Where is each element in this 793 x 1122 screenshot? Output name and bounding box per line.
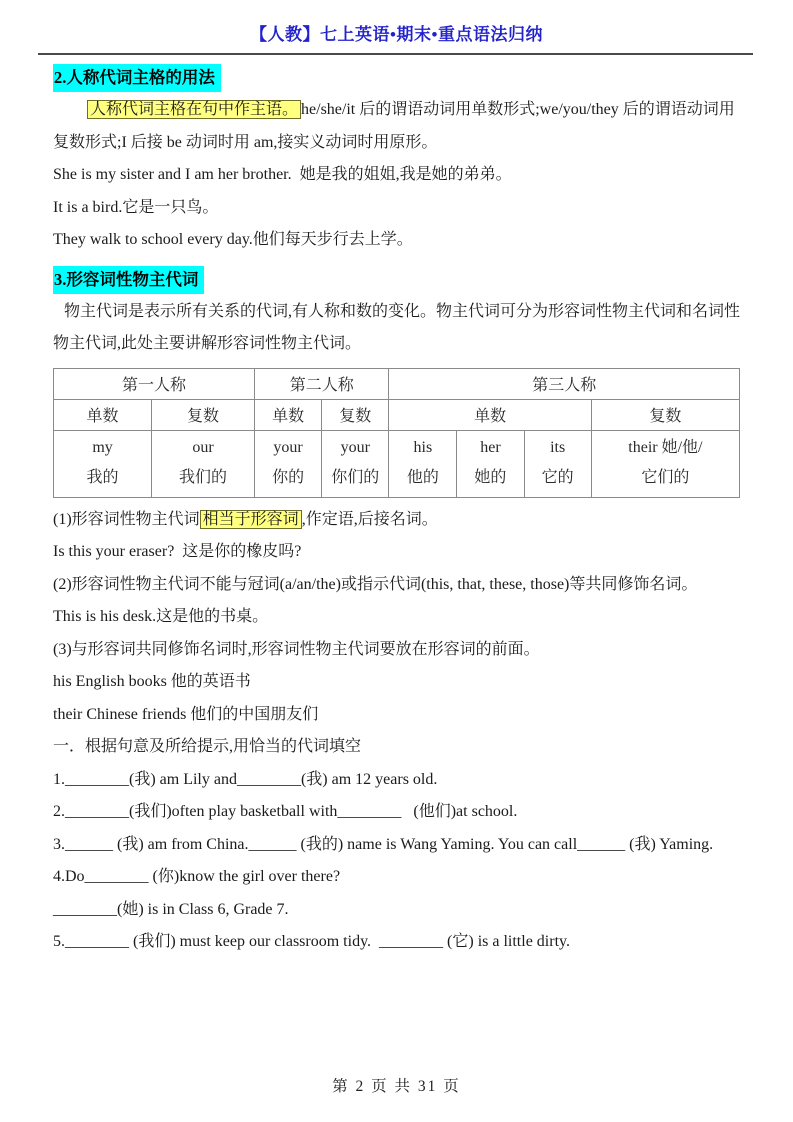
number-header-cell: 单数 bbox=[54, 399, 152, 430]
pronoun-cell: its 它的 bbox=[524, 430, 591, 497]
page-title: 【人教】七上英语•期末•重点语法归纳 bbox=[250, 25, 543, 44]
point-3: (3)与形容词共同修饰名词时,形容词性物主代词要放在形容词的前面。 bbox=[53, 640, 540, 658]
example-sentence: It is a bird.它是一只鸟。 bbox=[53, 198, 219, 216]
exercise-title: 一．根据句意及所给提示,用恰当的代词填空 bbox=[53, 738, 362, 755]
doc-header bbox=[0, 0, 793, 55]
pronoun-table bbox=[53, 368, 740, 498]
section-3-heading bbox=[53, 266, 740, 294]
person-header-cell: 第一人称 bbox=[54, 368, 255, 399]
page-footer bbox=[0, 1074, 793, 1096]
pronoun-cell: their 她/他/ 它们的 bbox=[591, 430, 739, 497]
number-header-cell: 单数 bbox=[254, 399, 321, 430]
exercise-item: 5.________ (我们) must keep our classroom tidy. ________ (它) is a little dirty. bbox=[53, 933, 570, 950]
section-3-intro-line-2: 物主代词,此处主要讲解形容词性物主代词。 bbox=[53, 335, 362, 352]
example-sentence: This is his desk.这是他的书桌。 bbox=[53, 608, 269, 625]
rule-rest-text: he/she/it 后的谓语动词用单数形式;we/you/they 后的谓语动词用 bbox=[301, 101, 735, 118]
example-sentence: their Chinese friends 他们的中国朋友们 bbox=[53, 705, 319, 723]
header-rule bbox=[38, 53, 753, 55]
exercise-item: 4.Do________ (你)know the girl over there? bbox=[53, 868, 341, 885]
section-3-heading-text: 3.形容词性物主代词 bbox=[53, 266, 204, 294]
number-header-cell: 复数 bbox=[591, 399, 739, 430]
doc-content bbox=[0, 64, 793, 959]
number-header-cell: 单数 bbox=[389, 399, 591, 430]
example-sentence: She is my sister and I am her brother. 她是我的姐姐,我是她的弟弟。 bbox=[53, 166, 512, 183]
section-2-heading bbox=[53, 64, 740, 92]
pronoun-cell: her 她的 bbox=[457, 430, 524, 497]
example-sentence: his English books 他的英语书 bbox=[53, 673, 251, 690]
table-row-pronouns bbox=[54, 430, 740, 497]
person-header-cell: 第二人称 bbox=[254, 368, 388, 399]
example-sentence: Is this your eraser? 这是你的橡皮吗? bbox=[53, 543, 302, 560]
pronoun-cell: your 你的 bbox=[254, 430, 321, 497]
number-header-cell: 复数 bbox=[152, 399, 255, 430]
person-header-cell: 第三人称 bbox=[389, 368, 740, 399]
pronoun-cell: our 我们的 bbox=[152, 430, 255, 497]
example-sentence: They walk to school every day.他们每天步行去上学。 bbox=[53, 231, 413, 248]
section-2-heading-text: 2.人称代词主格的用法 bbox=[53, 64, 221, 92]
section-2-rule-line-1 bbox=[53, 94, 740, 127]
point-1 bbox=[53, 504, 740, 537]
table-row-persons bbox=[54, 368, 740, 399]
exercise-item: 2.________(我们)often play basketball with________ (他们)at school. bbox=[53, 803, 518, 820]
section-3-intro-line-1: 物主代词是表示所有关系的代词,有人称和数的变化。物主代词可分为形容词性物主代词和名词性 bbox=[64, 302, 741, 320]
page-number: 第 2 页 共 31 页 bbox=[332, 1078, 461, 1095]
exercise-item: 3.______ (我) am from China.______ (我的) name is Wang Yaming. You can call______ (我) Yaming. bbox=[53, 835, 714, 853]
table-row-numbers bbox=[54, 399, 740, 430]
pronoun-cell: your 你们的 bbox=[322, 430, 389, 497]
exercise-item: ________(她) is in Class 6, Grade 7. bbox=[53, 900, 289, 918]
section-2-rule-line-2: 复数形式;I 后接 be 动词时用 am,接实义动词时用原形。 bbox=[53, 133, 438, 151]
point-1-post: ,作定语,后接名词。 bbox=[301, 510, 438, 528]
point-1-pre: (1)形容词性物主代词 bbox=[53, 510, 200, 528]
pronoun-cell: my 我的 bbox=[54, 430, 152, 497]
number-header-cell: 复数 bbox=[322, 399, 389, 430]
pronoun-cell: his 他的 bbox=[389, 430, 457, 497]
point-2: (2)形容词性物主代词不能与冠词(a/an/the)或指示代词(this, that, these, those)等共同修饰名词。 bbox=[53, 575, 698, 593]
rule-highlight-box: 人称代词主格在句中作主语。 bbox=[87, 100, 301, 119]
exercise-item: 1.________(我) am Lily and________(我) am 12 years old. bbox=[53, 770, 438, 788]
point-1-highlight-box: 相当于形容词 bbox=[200, 510, 302, 529]
